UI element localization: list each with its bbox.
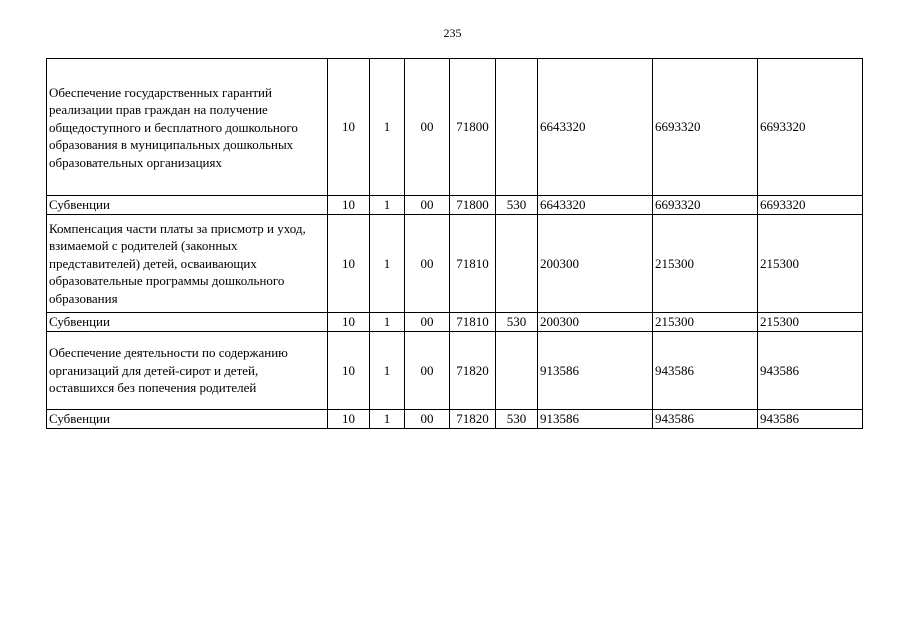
- target-code-cell: 71800: [450, 59, 496, 196]
- section-cell: 10: [328, 59, 370, 196]
- program-cell: 00: [405, 59, 450, 196]
- target-code-cell: 71800: [450, 196, 496, 215]
- amount-year1-cell: 200300: [538, 313, 653, 332]
- target-code-cell: 71810: [450, 215, 496, 313]
- subsection-cell: 1: [370, 410, 405, 429]
- row-name-cell: Субвенции: [47, 196, 328, 215]
- subsection-cell: 1: [370, 313, 405, 332]
- expense-type-cell: 530: [496, 410, 538, 429]
- amount-year2-cell: 215300: [653, 313, 758, 332]
- section-cell: 10: [328, 196, 370, 215]
- expense-type-cell: [496, 215, 538, 313]
- subsection-cell: 1: [370, 196, 405, 215]
- section-cell: 10: [328, 410, 370, 429]
- table-row: [47, 313, 863, 332]
- amount-year1-cell: 913586: [538, 410, 653, 429]
- subsection-cell: 1: [370, 59, 405, 196]
- row-name-cell: Компенсация части платы за присмотр и уход, взимаемой с родителей (законных представителей) детей, осваивающих образовательные программы дошкольного образования: [47, 215, 328, 313]
- expense-type-cell: [496, 332, 538, 410]
- expense-type-cell: 530: [496, 313, 538, 332]
- row-name-cell: Обеспечение государственных гарантий реализации прав граждан на получение общедоступного и бесплатного дошкольного образования в муниципальных дошкольных образовательных организациях: [47, 59, 328, 196]
- amount-year3-cell: 6693320: [758, 196, 863, 215]
- amount-year3-cell: 943586: [758, 410, 863, 429]
- amount-year2-cell: 943586: [653, 332, 758, 410]
- amount-year2-cell: 943586: [653, 410, 758, 429]
- program-cell: 00: [405, 215, 450, 313]
- target-code-cell: 71820: [450, 332, 496, 410]
- expense-type-cell: [496, 59, 538, 196]
- table-row: [47, 215, 863, 313]
- amount-year1-cell: 6643320: [538, 196, 653, 215]
- budget-table: [46, 58, 863, 429]
- row-name-cell: Субвенции: [47, 410, 328, 429]
- program-cell: 00: [405, 196, 450, 215]
- target-code-cell: 71810: [450, 313, 496, 332]
- program-cell: 00: [405, 410, 450, 429]
- subsection-cell: 1: [370, 332, 405, 410]
- program-cell: 00: [405, 313, 450, 332]
- amount-year1-cell: 913586: [538, 332, 653, 410]
- program-cell: 00: [405, 332, 450, 410]
- amount-year2-cell: 6693320: [653, 196, 758, 215]
- table-row: [47, 59, 863, 196]
- section-cell: 10: [328, 332, 370, 410]
- amount-year1-cell: 200300: [538, 215, 653, 313]
- table-row: [47, 410, 863, 429]
- amount-year2-cell: 6693320: [653, 59, 758, 196]
- table-row: [47, 332, 863, 410]
- expense-type-cell: 530: [496, 196, 538, 215]
- table-row: [47, 196, 863, 215]
- section-cell: 10: [328, 313, 370, 332]
- amount-year1-cell: 6643320: [538, 59, 653, 196]
- amount-year3-cell: 943586: [758, 332, 863, 410]
- row-name-cell: Субвенции: [47, 313, 328, 332]
- subsection-cell: 1: [370, 215, 405, 313]
- page-number: 235: [443, 26, 462, 40]
- amount-year3-cell: 215300: [758, 313, 863, 332]
- amount-year3-cell: 6693320: [758, 59, 863, 196]
- amount-year3-cell: 215300: [758, 215, 863, 313]
- target-code-cell: 71820: [450, 410, 496, 429]
- section-cell: 10: [328, 215, 370, 313]
- amount-year2-cell: 215300: [653, 215, 758, 313]
- row-name-cell: Обеспечение деятельности по содержанию организаций для детей-сирот и детей, оставшихся без попечения родителей: [47, 332, 328, 410]
